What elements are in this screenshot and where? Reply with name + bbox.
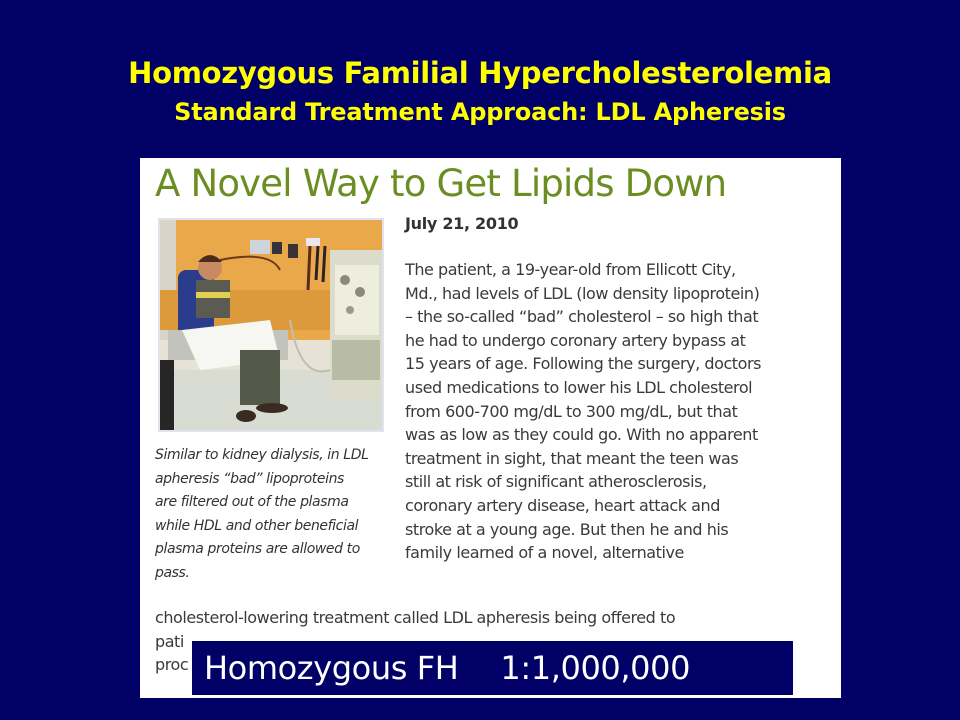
caption-line: are filtered out of the plasma (155, 494, 349, 511)
article-headline: A Novel Way to Get Lipids Down (155, 162, 727, 205)
body-line: coronary artery disease, heart attack and (405, 495, 720, 515)
prevalence-banner (192, 641, 793, 695)
article-date: July 21, 2010 (405, 214, 519, 233)
prevalence-value: 1:1,000,000 (500, 649, 691, 687)
body-line: he had to undergo coronary artery bypass at (405, 330, 746, 350)
body-line: from 600-700 mg/dL to 300 mg/dL, but that (405, 401, 738, 421)
body-line: used medications to lower his LDL cholesterol (405, 377, 753, 397)
body-line: The patient, a 19-year-old from Ellicott City, (405, 260, 736, 279)
caption-line: Similar to kidney dialysis, in LDL (155, 447, 369, 463)
body-line: 15 years of age. Following the surgery, doctors (405, 354, 761, 374)
caption-line: pass. (155, 564, 190, 581)
prevalence-label: Homozygous FH (204, 649, 459, 687)
photo-caption (155, 444, 405, 586)
article-clipping (140, 158, 841, 698)
body-line: Md., had levels of LDL (low density lipoprotein) (405, 283, 760, 303)
body-line: was as low as they could go. With no apparent (405, 425, 758, 445)
body-line: treatment in sight, that meant the teen was (405, 448, 739, 468)
body-line: pati (155, 631, 184, 651)
apheresis-photo-illustration (160, 220, 382, 430)
body-line: – the so-called “bad” cholesterol – so high that (405, 307, 759, 327)
caption-line: apheresis “bad” lipoproteins (155, 470, 344, 487)
body-line: still at risk of significant atherosclerosis, (405, 472, 707, 492)
caption-line: plasma proteins are allowed to (155, 541, 360, 558)
body-line: cholesterol-lowering treatment called LDL apheresis being offered to (155, 608, 676, 627)
body-line: proc (155, 655, 189, 675)
patient-photo (158, 218, 384, 432)
slide-subtitle: Standard Treatment Approach: LDL Apheresis (174, 98, 786, 126)
slide-title: Homozygous Familial Hypercholesterolemia (128, 56, 832, 90)
body-line: stroke at a young age. But then he and his (405, 519, 729, 539)
article-body (405, 258, 761, 565)
body-line: family learned of a novel, alternative (405, 543, 684, 563)
caption-line: while HDL and other beneficial (155, 517, 359, 534)
